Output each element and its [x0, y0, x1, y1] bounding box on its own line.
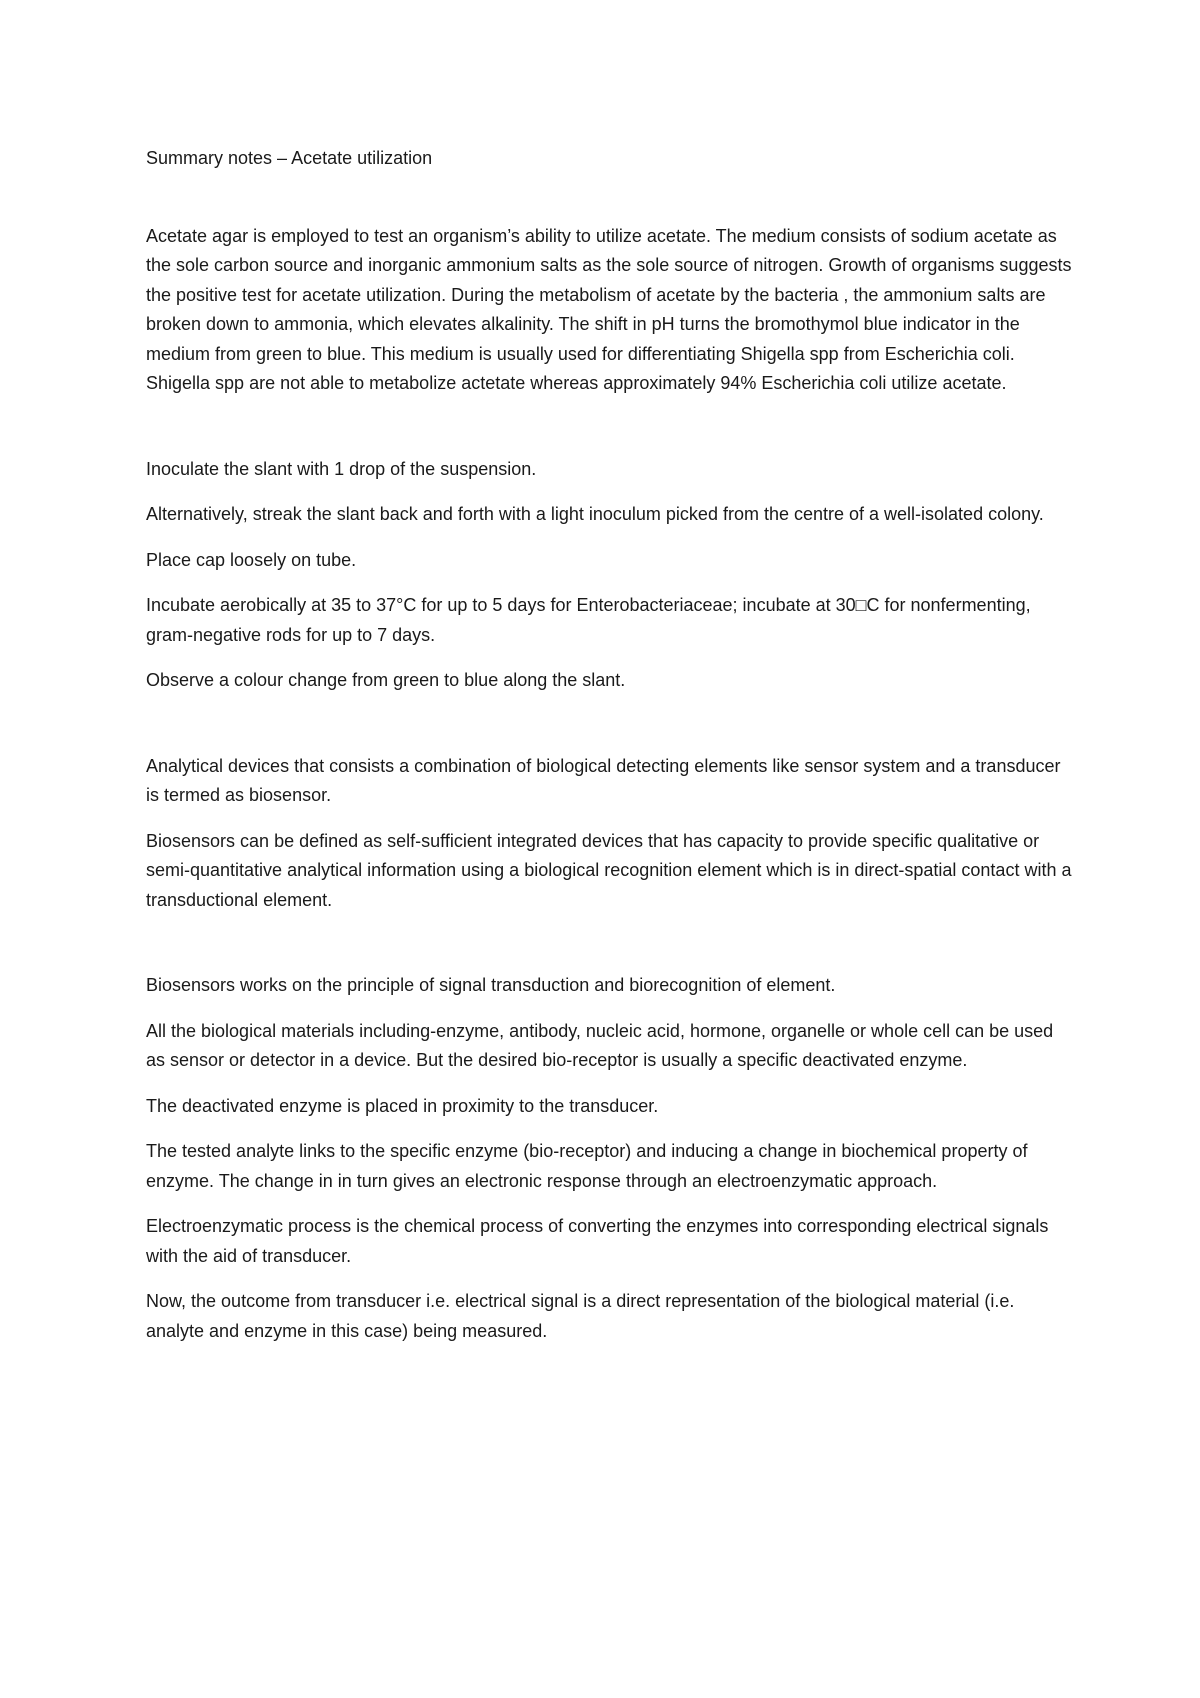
document-title: Summary notes – Acetate utilization [146, 148, 433, 168]
paragraph-deactivated-enzyme: The deactivated enzyme is placed in proximity to the transducer. [146, 1095, 659, 1116]
paragraph-acetate-agar: Acetate agar is employed to test an organism’s ability to utilize acetate. The medium consists of sodium acetate as the sole carbon source and inorganic ammonium salts as the sole source of nitrogen. Growth of organisms suggests the positive test for acetate utilization. During the metabolism of acetate by the bacteria , the ammonium salts are broken down to ammonia, which elevates alkalinity. The shift in pH turns the bromothymol blue indicator in the medium from green to blue. This medium is usually used for differentiating Shigella spp from Escherichia coli. Shigella spp are not able to metabolize actetate whereas approximately 94% Escherichia coli utilize acetate. [146, 225, 1072, 393]
paragraph-biological-materials: All the biological materials including-enzyme, antibody, nucleic acid, hormone, organelle or whole cell can be used as sensor or detector in a device. But the desired bio-receptor is usually a specific deactivated enzyme. [146, 1020, 1054, 1070]
document-body [146, 144, 1076, 1362]
paragraph-analytical-devices: Analytical devices that consists a combination of biological detecting elements like sensor system and a transducer is termed as biosensor. [146, 755, 1061, 805]
paragraph-place-cap: Place cap loosely on tube. [146, 549, 357, 570]
paragraph-principle: Biosensors works on the principle of signal transduction and biorecognition of element. [146, 975, 836, 995]
paragraph-inoculate: Inoculate the slant with 1 drop of the suspension. [146, 458, 537, 479]
paragraph-outcome: Now, the outcome from transducer i.e. electrical signal is a direct representation of the biological material (i.e. analyte and enzyme in this case) being measured. [146, 1291, 1015, 1341]
paragraph-electroenzymatic: Electroenzymatic process is the chemical process of converting the enzymes into corresponding electrical signals with the aid of transducer. [146, 1216, 1049, 1266]
paragraph-streak: Alternatively, streak the slant back and forth with a light inoculum picked from the centre of a well-isolated colony. [146, 504, 1044, 524]
paragraph-observe: Observe a colour change from green to blue along the slant. [146, 670, 626, 690]
paragraph-tested-analyte: The tested analyte links to the specific enzyme (bio-receptor) and inducing a change in biochemical property of enzyme. The change in in turn gives an electronic response through an electroenzymatic approach. [146, 1141, 1028, 1191]
paragraph-biosensor-definition: Biosensors can be defined as self-sufficient integrated devices that has capacity to provide specific qualitative or semi-quantitative analytical information using a biological recognition element which is in direct-spatial contact with a transductional element. [146, 830, 1072, 910]
paragraph-incubate: Incubate aerobically at 35 to 37°C for up to 5 days for Enterobacteriaceae; incubate at 30□C for nonfermenting, gram-negative rods for up to 7 days. [146, 595, 1031, 645]
